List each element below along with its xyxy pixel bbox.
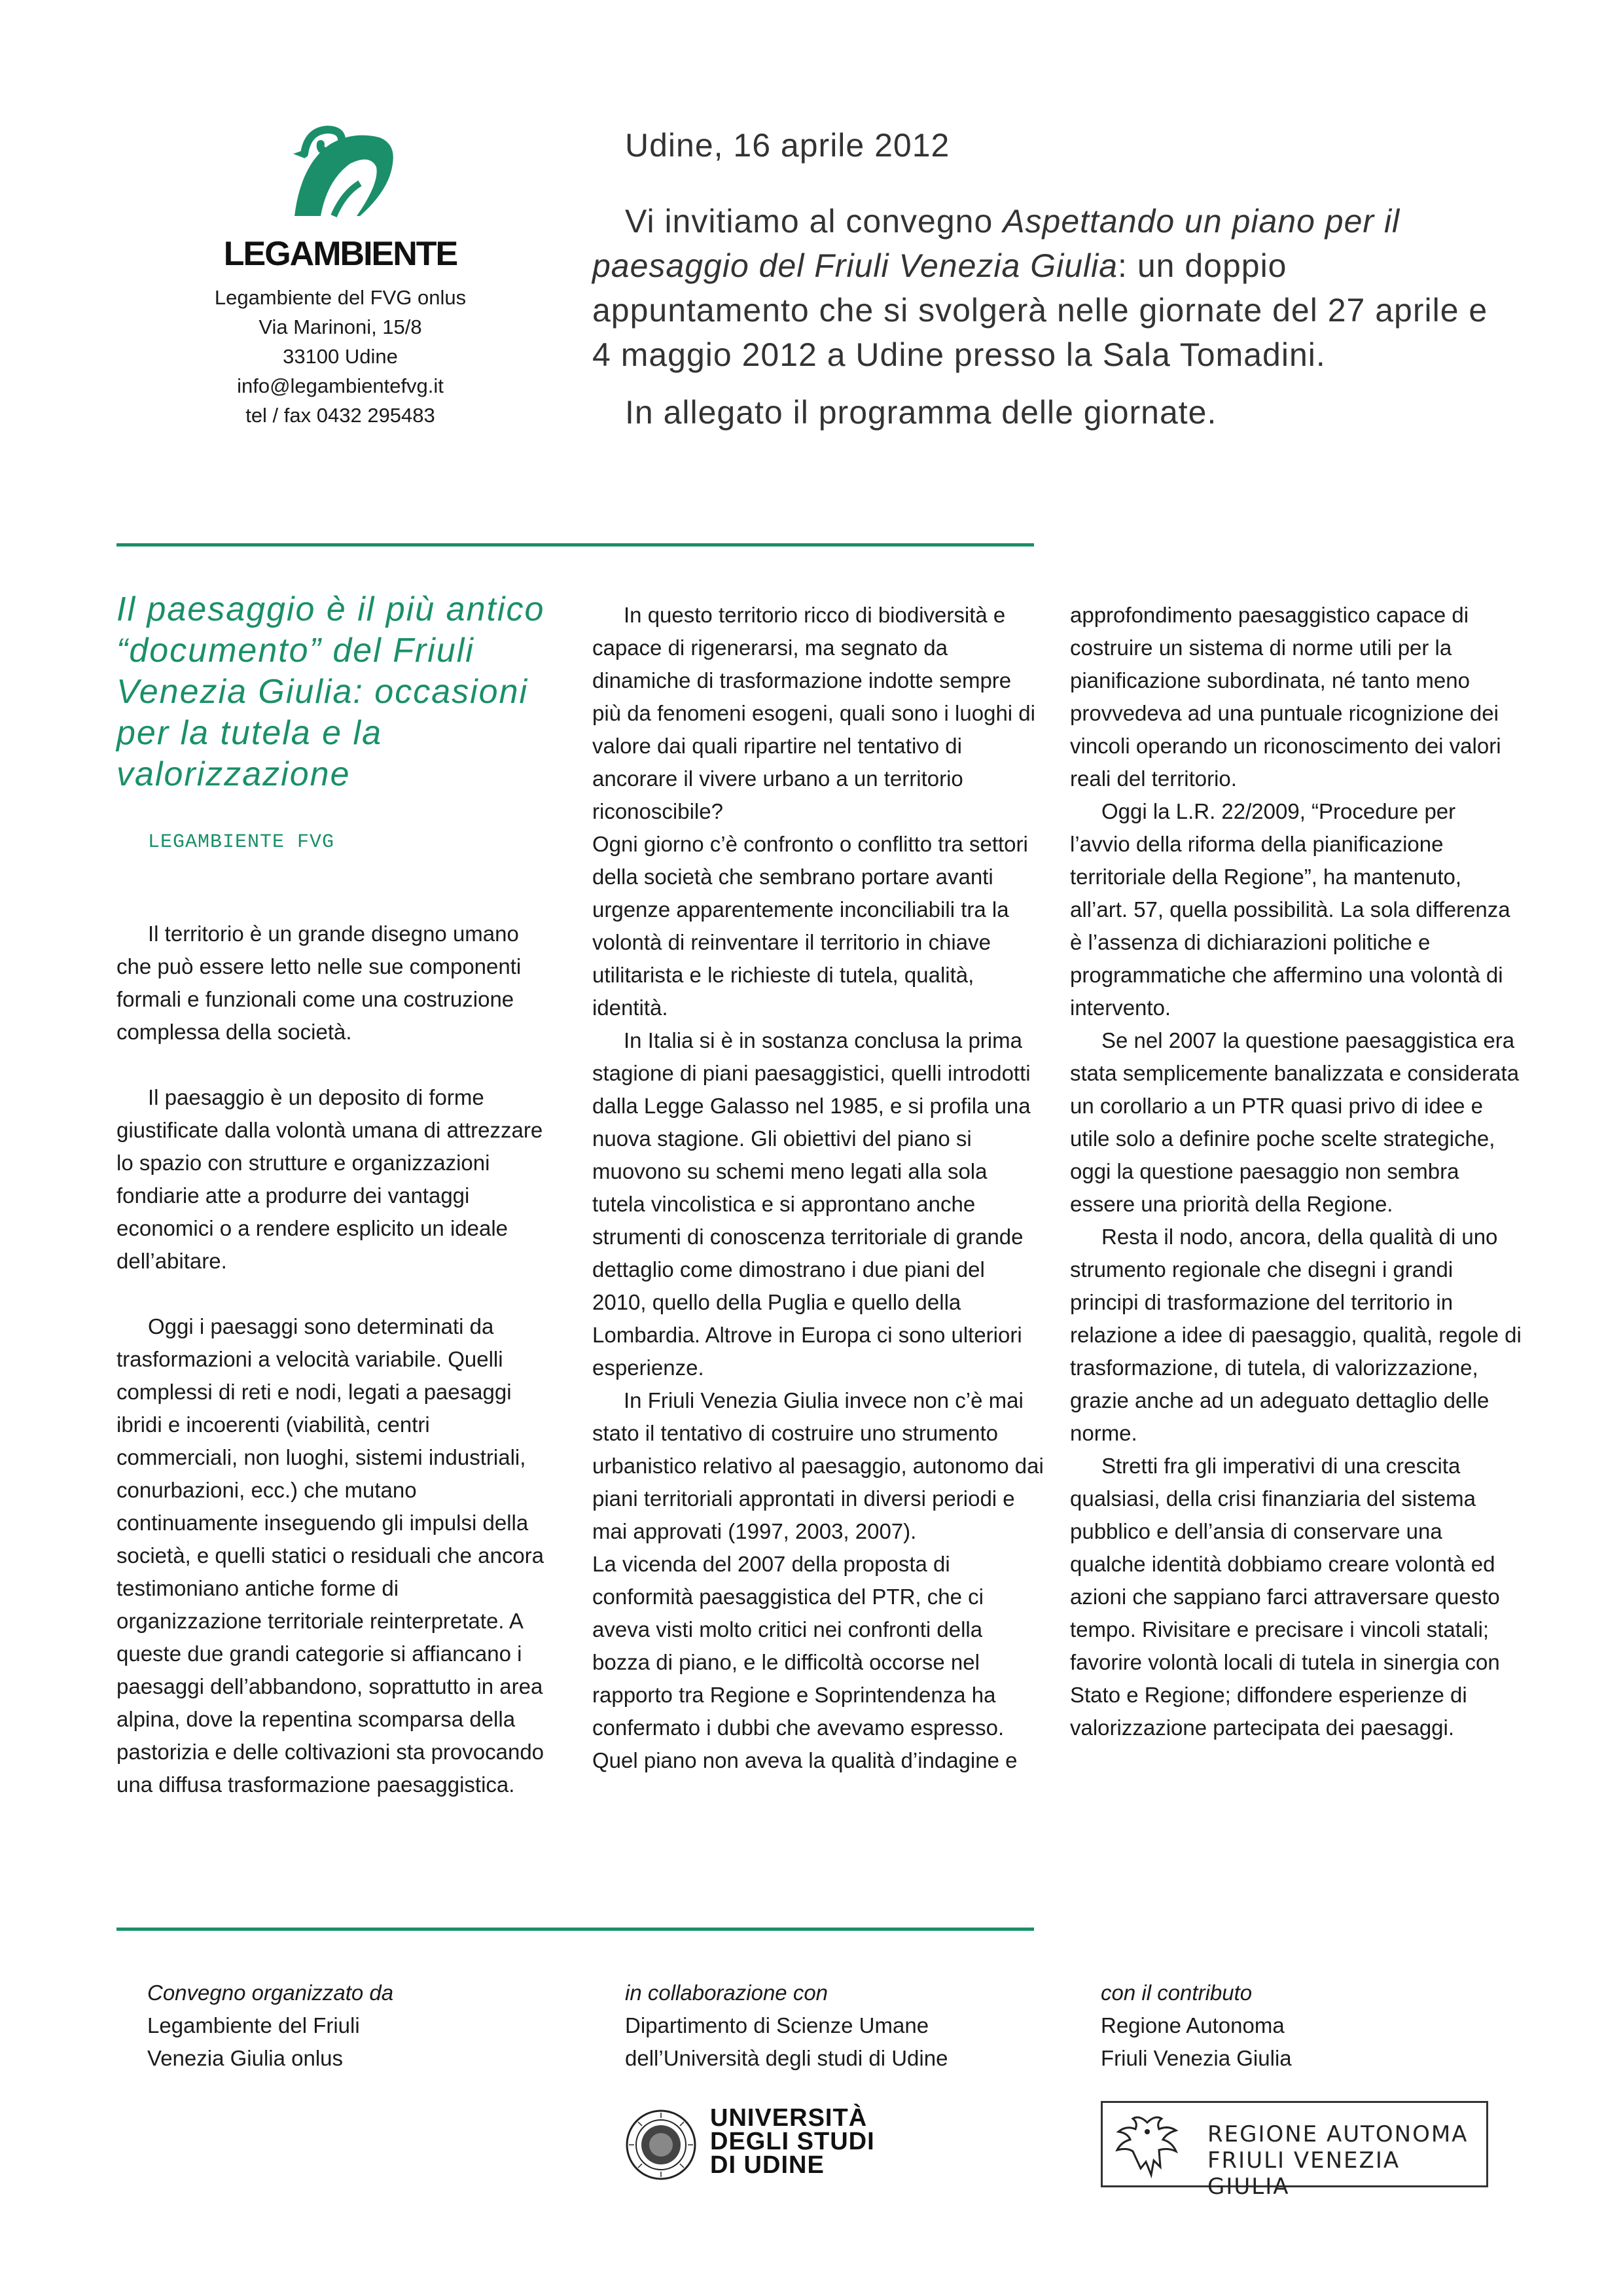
column-1-body <box>116 918 548 1801</box>
paragraph: In Italia si è in sostanza conclusa la prima stagione di piani paesaggistici, quelli introdotti dalla Legge Galasso nel 1985, e si profila una nuova stagione. Gli obiettivi del piano si muovono su schemi meno legati alla sola tutela vincolistica e si approntano anche strumenti di conoscenza territoriale di grande dettaglio come dimostrano i due piani del 2010, quello della Puglia e quello della Lombardia. Altrove in Europa ci sono ulteriori esperienze. <box>592 1028 1031 1380</box>
credit-line: Venezia Giulia onlus <box>147 2046 344 2070</box>
organizer-credit <box>147 1977 488 2075</box>
university-name-line: DI UDINE <box>710 2151 825 2179</box>
article-column-3 <box>1070 599 1522 1744</box>
region-name-line: REGIONE AUTONOMA <box>1207 2121 1469 2147</box>
email-link[interactable]: info@legambientefvg.it <box>237 374 444 397</box>
address-block <box>170 283 510 430</box>
paragraph: Il territorio è un grande disegno umano che può essere letto nelle sue componenti formali e funzionali come una costruzione complessa della società. <box>116 922 522 1044</box>
credit-line: Dipartimento di Scienze Umane <box>625 2013 929 2037</box>
address-line: 33100 Udine <box>283 345 398 368</box>
organization-header <box>170 118 510 430</box>
university-logo <box>625 2101 952 2193</box>
article-column-1 <box>116 589 548 1801</box>
address-line: Via Marinoni, 15/8 <box>259 315 422 338</box>
article-headline: Il paesaggio è il più antico “documento” del Friuli Venezia Giulia: occasioni per la tutela e la valorizzazione <box>116 590 545 793</box>
paragraph: Oggi la L.R. 22/2009, “Procedure per l’avvio della riforma della pianificazione territoriale della Regione”, ha mantenuto, all’art. 57, quella possibilità. La sola differenza è l’assenza di dichiarazioni politiche e programmatiche che affermino una volontà di intervento. <box>1070 799 1510 1020</box>
eagle-icon <box>1113 2109 1182 2180</box>
invitation-prefix: Vi invitiamo al convegno <box>625 203 1003 240</box>
brand-name: LEGAMBIENTE <box>223 235 457 273</box>
letter-date: Udine, 16 aprile 2012 <box>625 127 950 164</box>
swan-logo-icon <box>281 118 399 229</box>
paragraph: Se nel 2007 la questione paesaggistica era stata semplicemente banalizzata e considerata un corollario a un PTR quasi privo di idee e utile solo a definire poche scelte strategiche, oggi la questione paesaggio non sembra essere una priorità della Regione. <box>1070 1028 1520 1216</box>
region-logo <box>1101 2101 1488 2200</box>
phone-line: tel / fax 0432 295483 <box>245 404 435 427</box>
invitation-text <box>592 199 1508 377</box>
contribution-credit <box>1101 1977 1441 2075</box>
region-name-line: FRIULI VENEZIA GIULIA <box>1207 2147 1400 2200</box>
bottom-divider <box>116 1928 1034 1931</box>
paragraph: Resta il nodo, ancora, della qualità di uno strumento regionale che disegni i grandi principi di trasformazione del territorio in relazione a idee di paesaggio, qualità, regole di trasformazione, di tutela, di valorizzazione, grazie anche ad un adeguato dettaglio delle norme. <box>1070 1225 1522 1445</box>
credit-role: Convegno organizzato da <box>147 1981 394 2005</box>
paragraph: Oggi i paesaggi sono determinati da trasformazioni a velocità variabile. Quelli complessi di reti e nodi, legati a paesaggi ibridi e incoerenti (viabilità, centri commerciali, non luoghi, sistemi industriali, conurbazioni, ecc.) che mutano continuamente inseguendo gli impulsi della società, e quelli statici o residuali che ancora testimoniano antiche forme di organizzazione territoriale reinterpretate. A queste due grandi categorie si affiancano i paesaggi dell’abbandono, soprattutto in area alpina, dove la repentina scomparsa della pastorizia e delle coltivazioni sta provocando una diffusa trasformazione paesaggistica. <box>116 1314 544 1797</box>
invitation-intro <box>592 124 1508 433</box>
collaboration-credit <box>625 1977 1031 2075</box>
article-byline: LEGAMBIENTE FVG <box>148 831 335 853</box>
attachment-note: In allegato il programma delle giornate. <box>625 394 1217 431</box>
region-name <box>1207 2121 1486 2200</box>
university-name-line: DEGLI STUDI <box>710 2128 875 2155</box>
credit-line: Regione Autonoma <box>1101 2013 1285 2037</box>
credit-line: Friuli Venezia Giulia <box>1101 2046 1292 2070</box>
university-seal-icon <box>625 2109 697 2181</box>
conference-title: Aspettando un piano per il paesaggio del Friuli Venezia Giulia <box>592 203 1400 284</box>
paragraph: Stretti fra gli imperativi di una crescita qualsiasi, della crisi finanziaria del sistema pubblico e dell’ansia di conservare una qualche identità dobbiamo creare volontà ed azioni che sappiano farci attraversare questo tempo. Rivisitare e precisare i vincoli statali; favorire volontà locali di tutela in sinergia con Stato e Regione; diffondere esperienze di valorizzazione partecipata dei paesaggi. <box>1070 1454 1500 1740</box>
credit-line: Legambiente del Friuli <box>147 2013 360 2037</box>
university-name-line: UNIVERSITÀ <box>710 2104 868 2132</box>
paragraph: Il paesaggio è un deposito di forme giustificate dalla volontà umana di attrezzare lo spazio con strutture e organizzazioni fondiarie atte a produrre dei vantaggi economici o a rendere esplicito un ideale dell’abitare. <box>116 1085 543 1273</box>
article-column-2 <box>592 599 1044 1777</box>
address-line: Legambiente del FVG onlus <box>214 286 467 309</box>
paragraph: In Friuli Venezia Giulia invece non c’è mai stato il tentativo di costruire uno strumento urbanistico relativo al paesaggio, autonomo dai piani territoriali approntati in diversi periodi e mai approvati (1997, 2003, 2007). <box>592 1388 1044 1543</box>
credit-line: dell’Università degli studi di Udine <box>625 2046 948 2070</box>
university-name <box>710 2106 875 2177</box>
paragraph: approfondimento paesaggistico capace di costruire un sistema di norme utili per la pianificazione subordinata, né tanto meno provvedeva ad una puntuale ricognizione dei vincoli operando un riconoscimento dei valori reali del territorio. <box>1070 603 1501 791</box>
top-divider <box>116 543 1034 547</box>
paragraph: La vicenda del 2007 della proposta di conformità paesaggistica del PTR, che ci aveva visti molto critici nei confronti della bozza di piano, e le difficoltà occorse nel rapporto tra Regione e Soprintendenza ha confermato i dubbi che avevamo espresso. Quel piano non aveva la qualità d’indagine e <box>592 1552 1018 1772</box>
paragraph: In questo territorio ricco di biodiversità e capace di rigenerarsi, ma segnato da dinamiche di trasformazione indotte sempre più da fenomeni esogeni, quali sono i luoghi di valore dai quali ripartire nel tentativo di ancorare il vivere urbano a un territorio riconoscibile? <box>592 603 1035 823</box>
credit-role: con il contributo <box>1101 1981 1253 2005</box>
credit-role: in collaborazione con <box>625 1981 829 2005</box>
paragraph: Ogni giorno c’è confronto o conflitto tra settori della società che sembrano portare avanti urgenze apparentemente inconciliabili tra la volontà di reinventare il territorio in chiave utilitarista e le richieste di tutela, qualità, identità. <box>592 832 1028 1020</box>
invitation-details: : un doppio appuntamento che si svolgerà nelle giornate del 27 aprile e 4 maggio 2012 a Udine presso la Sala Tomadini. <box>592 247 1488 373</box>
